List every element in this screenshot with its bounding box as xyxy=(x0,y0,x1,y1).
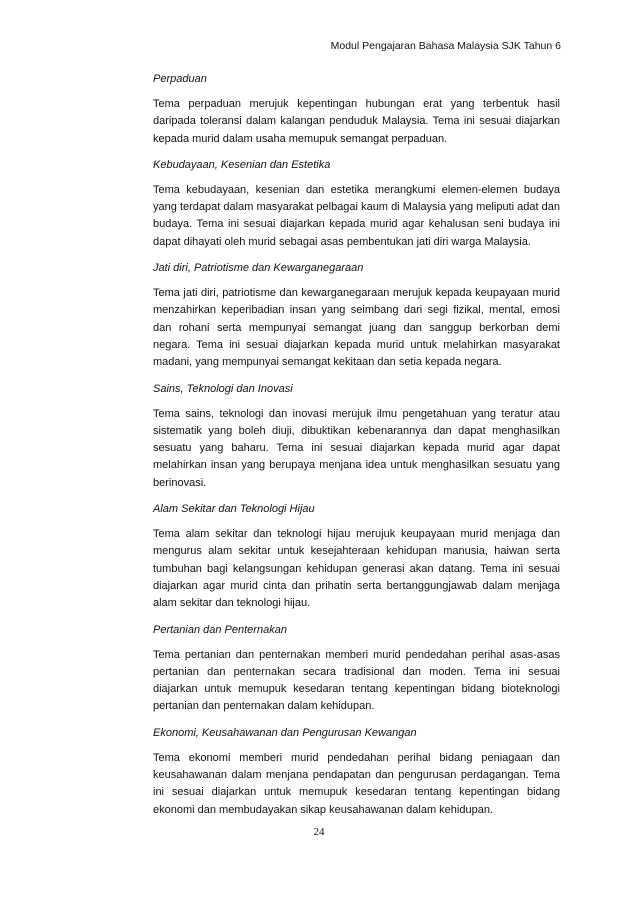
section-sains xyxy=(153,382,560,492)
section-paragraph: Tema sains, teknologi dan inovasi merujuk ilmu pengetahuan yang teratur atau sistematik yang boleh diuji, dibuktikan kebenarannya dan dapat menghasilkan sesuatu yang baharu. Tema ini sesuai diajarkan kepada murid agar dapat melahirkan insan yang berupaya menjana idea untuk menghasilkan sesuatu yang berinovasi. xyxy=(153,407,560,489)
section-title: Kebudayaan, Kesenian dan Estetika xyxy=(153,158,331,171)
section-perpaduan xyxy=(153,72,560,148)
section-pertanian xyxy=(153,623,560,716)
section-paragraph: Tema perpaduan merujuk kepentingan hubungan erat yang terbentuk hasil daripada toleransi dalam kalangan penduduk Malaysia. Tema ini sesuai diajarkan kepada murid dalam usaha memupuk semangat perpaduan. xyxy=(153,98,560,145)
section-alam-sekitar xyxy=(153,502,560,612)
section-paragraph: Tema ekonomi memberi murid pendedahan perihal bidang peniagaan dan keusahawanan dalam menjana pendapatan dan pengurusan perdagangan. Tema ini sesuai diajarkan untuk memupuk kesedaran tentang kepentingan bidang ekonomi dan membudayakan sikap keusahawanan dalam kehidupan. xyxy=(153,751,560,816)
section-ekonomi xyxy=(153,726,560,819)
section-title: Pertanian dan Penternakan xyxy=(153,623,287,636)
section-paragraph: Tema pertanian dan penternakan memberi murid pendedahan perihal asas-asas pertanian dan penternakan secara tradisional dan moden. Tema ini sesuai diajarkan untuk memupuk kesedaran tentang kepentingan bidang bioteknologi pertanian dan penternakan dalam kehidupan. xyxy=(153,648,560,713)
section-kebudayaan xyxy=(153,158,560,251)
section-title: Perpaduan xyxy=(153,73,207,85)
page-number: 24 xyxy=(313,826,325,838)
section-paragraph: Tema alam sekitar dan teknologi hijau merujuk keupayaan murid menjaga dan mengurus alam sekitar untuk kesejahteraan kehidupan manusia, haiwan serta tumbuhan bagi kelangsungan kehidupan generasi akan datang. Tema ini sesuai diajarkan agar murid cinta dan prihatin serta bertanggungjawab dalam menjaga alam sekitar dan teknologi hijau. xyxy=(153,528,560,610)
section-title: Ekonomi, Keusahawanan dan Pengurusan Kewangan xyxy=(153,726,417,739)
section-title: Alam Sekitar dan Teknologi Hijau xyxy=(153,503,315,516)
section-title: Jati diri, Patriotisme dan Kewarganegaraan xyxy=(153,262,364,275)
section-title: Sains, Teknologi dan Inovasi xyxy=(153,382,293,395)
section-paragraph: Tema kebudayaan, kesenian dan estetika merangkumi elemen-elemen budaya yang terdapat dalam masyarakat pelbagai kaum di Malaysia yang meliputi adat dan budaya. Tema ini sesuai diajarkan kepada murid agar kehalusan seni budaya ini dapat dihayati oleh murid sebagai asas pembentukan jati diri warga Malaysia. xyxy=(153,183,560,248)
section-paragraph: Tema jati diri, patriotisme dan kewarganegaraan merujuk kepada keupayaan murid menzahirkan keperibadian insan yang seimbang dari segi fizikal, mental, emosi dan rohani serta mempunyai semangat juang dan sanggup berkorban demi negara. Tema ini sesuai diajarkan kepada murid untuk melahirkan masyarakat madani, yang mempunyai semangat kekitaan dan setia kepada negara. xyxy=(153,287,560,369)
page-content xyxy=(153,72,560,829)
section-jati-diri xyxy=(153,261,560,371)
running-header: Modul Pengajaran Bahasa Malaysia SJK Tahun 6 xyxy=(330,40,561,52)
